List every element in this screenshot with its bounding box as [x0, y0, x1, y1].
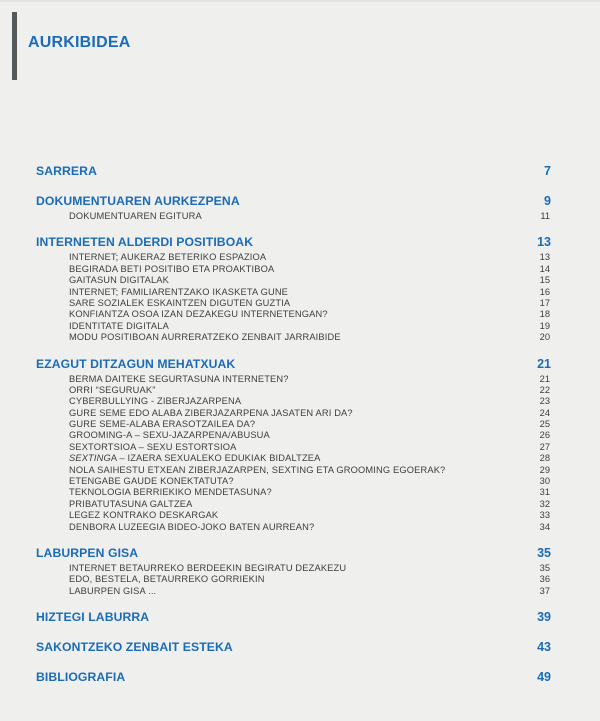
toc-section-entry[interactable]: [36, 235, 551, 252]
toc-subsection-title: [69, 252, 266, 262]
toc-subsection-page-number: 34: [539, 521, 550, 532]
toc-subsection-title: [69, 332, 341, 342]
toc-section: [36, 546, 551, 597]
toc-subsection-page-number: 28: [539, 453, 550, 464]
toc-section-title: EZAGUT DITZAGUN MEHATXUAK: [36, 356, 236, 371]
toc-section-title: SAKONTZEKO ZENBAIT ESTEKA: [36, 640, 233, 655]
toc-section-title: BIBLIOGRAFIA: [36, 670, 126, 685]
toc-subsection-title-text: GROOMING-A – SEXU-JAZARPENA/ABUSUA: [69, 430, 270, 441]
toc-subsection-title-text: KONFIANTZA OSOA IZAN DEZAKEGU INTERNETENGAN?: [69, 309, 328, 320]
toc-section-entry[interactable]: [36, 610, 551, 627]
toc-section-page-number: 9: [544, 194, 551, 208]
toc-section: [36, 194, 551, 222]
toc-subsection-title-text: IDENTITATE DIGITALA: [69, 320, 169, 331]
toc-subsection-entry[interactable]: [36, 374, 551, 385]
toc-subsection-title-text: GURE SEME-ALABA ERASOTZAILEA DA?: [69, 419, 256, 430]
toc-section: [36, 670, 551, 687]
page-top-edge: [0, 0, 600, 2]
toc-subsection-title-text: A – IZAERA SEXUALEKO EDUKIAK BIDALTZEA: [110, 453, 321, 464]
toc-subsection-entry[interactable]: [36, 264, 551, 275]
toc-subsection-entry[interactable]: [36, 453, 551, 464]
toc-subsection-title-text: INTERNET; AUKERAZ BETERIKO ESPAZIOA: [69, 252, 267, 263]
toc-subsection-page-number: 18: [539, 309, 550, 320]
page-title: AURKIBIDEA: [28, 34, 131, 51]
toc-subsection-title: [69, 275, 169, 285]
toc-subsection-title: [69, 287, 288, 297]
toc-subsection-title-text: DOKUMENTUAREN EGITURA: [69, 211, 202, 221]
toc-subsection-page-number: 27: [539, 441, 550, 452]
toc-section: [36, 640, 551, 657]
toc-section-entry[interactable]: [36, 357, 551, 374]
toc-subsection-title-text: LABURPEN GISA ...: [69, 585, 157, 596]
toc-subsection-title: [69, 419, 255, 429]
toc-section-entry[interactable]: [36, 670, 551, 687]
toc-section: [36, 610, 551, 627]
toc-subsection-title-text: LEGEZ KONTRAKO DESKARGAK: [69, 510, 219, 521]
toc-section-title: SARRERA: [36, 164, 97, 178]
toc-subsection-title-text: SARE SOZIALEK ESKAINTZEN DIGUTEN GUZTIA: [69, 297, 291, 308]
toc-subsection-title: [69, 510, 218, 520]
toc-subsection-page-number: 17: [539, 297, 550, 308]
toc-subsection-page-number: 32: [539, 498, 550, 509]
toc-subsection-page-number: 36: [539, 574, 550, 585]
toc-subsection-title: [69, 476, 234, 486]
toc-subsection-title: [69, 522, 314, 532]
toc-section: [36, 357, 551, 533]
toc-subsection-title: [69, 298, 290, 308]
toc-subsection-title: [69, 408, 353, 418]
toc-section-page-number: 7: [544, 164, 551, 178]
toc-section-title: LABURPEN GISA: [36, 545, 139, 560]
toc-subsection-title: [69, 374, 289, 384]
toc-subsection-title-text: PRIBATUTASUNA GALTZEA: [69, 498, 193, 509]
toc-subsection-title: [69, 574, 265, 584]
toc-subsection-page-number: 31: [539, 487, 550, 498]
table-of-contents: [36, 164, 551, 700]
toc-subsection-entry[interactable]: [36, 332, 551, 343]
toc-section-page-number: 13: [537, 235, 551, 250]
toc-subsection-page-number: 33: [539, 510, 550, 521]
toc-subsection-page-number: 11: [540, 211, 550, 221]
toc-subsection-page-number: 20: [539, 332, 550, 343]
toc-subsection-title: [69, 586, 156, 596]
toc-section-entry[interactable]: [36, 546, 551, 563]
toc-subsection-entry[interactable]: [36, 430, 551, 441]
toc-subsection-title-text: ORRI “SEGURUAK”: [69, 384, 156, 395]
toc-subsection-entry[interactable]: [36, 385, 551, 396]
toc-section-entry[interactable]: [36, 164, 551, 181]
toc-subsection-entry[interactable]: [36, 487, 551, 498]
toc-subsection-page-number: 19: [539, 320, 550, 331]
toc-subsection-entry[interactable]: [36, 211, 551, 222]
toc-subsection-title: [69, 385, 155, 395]
title-accent-bar: [12, 12, 17, 80]
toc-subsection-page-number: 21: [539, 373, 550, 384]
toc-subsection-title: [69, 487, 272, 497]
toc-subsection-title-text: NOLA SAIHESTU ETXEAN ZIBERJAZARPEN, SEXTING ETA GROOMING EGOERAK?: [69, 464, 446, 475]
toc-subsection-title: [69, 211, 202, 221]
toc-subsection-page-number: 29: [539, 464, 550, 475]
toc-subsection-title-text: DENBORA LUZEEGIA BIDEO-JOKO BATEN AURREAN?: [69, 521, 315, 532]
toc-section-page-number: 35: [537, 545, 551, 560]
toc-section-entry[interactable]: [36, 194, 551, 211]
toc-subsection-entry[interactable]: [36, 465, 551, 476]
toc-subsection-entry[interactable]: [36, 287, 551, 298]
toc-subsection-entry[interactable]: [36, 510, 551, 521]
toc-subsection-title: [69, 264, 274, 274]
toc-subsection-entry[interactable]: [36, 321, 551, 332]
toc-subsection-page-number: 24: [539, 407, 550, 418]
toc-subsection-title-text: MODU POSITIBOAN AURRERATZEKO ZENBAIT JARRAIBIDE: [69, 332, 341, 343]
toc-subsection-page-number: 16: [539, 286, 550, 297]
toc-subsection-page-number: 22: [539, 384, 550, 395]
toc-subsection-page-number: 37: [539, 585, 550, 596]
toc-subsection-entry[interactable]: [36, 442, 551, 453]
toc-section-title: INTERNETEN ALDERDI POSITIBOAK: [36, 235, 254, 250]
toc-subsection-entry[interactable]: [36, 408, 551, 419]
toc-subsection-entry[interactable]: [36, 298, 551, 309]
toc-subsection-page-number: 23: [539, 396, 550, 407]
toc-subsection-entry[interactable]: [36, 476, 551, 487]
toc-section: [36, 164, 551, 181]
toc-subsection-entry[interactable]: [36, 574, 551, 585]
toc-subsection-title: [69, 453, 321, 463]
toc-subsection-entry[interactable]: [36, 396, 551, 407]
toc-subsection-title-text: ETENGABE GAUDE KONEKTATUTA?: [69, 476, 234, 487]
toc-subsection-title: [69, 563, 346, 573]
toc-section-page-number: 39: [537, 610, 551, 625]
toc-subsection-entry[interactable]: [36, 309, 551, 320]
toc-section: [36, 235, 551, 343]
toc-subsection-title: [69, 465, 445, 475]
toc-section-page-number: 21: [537, 356, 551, 371]
toc-subsection-title: [69, 321, 169, 331]
toc-subsection-title-text: SEXTORTSIOA – SEXU ESTORTSIOA: [69, 441, 237, 452]
toc-subsection-entry[interactable]: [36, 275, 551, 286]
toc-subsection-title-text: GAITASUN DIGITALAK: [69, 275, 169, 286]
toc-section-page-number: 43: [537, 640, 551, 655]
toc-subsection-page-number: 35: [539, 562, 550, 573]
toc-subsection-entry[interactable]: [36, 419, 551, 430]
toc-subsection-entry[interactable]: [36, 563, 551, 574]
toc-subsection-entry[interactable]: [36, 522, 551, 533]
toc-subsection-title: [69, 442, 236, 452]
toc-subsection-title-text: TEKNOLOGIA BERRIEKIKO MENDETASUNA?: [69, 487, 272, 498]
toc-subsection-title: [69, 309, 328, 319]
toc-subsection-title: [69, 396, 241, 406]
toc-subsection-page-number: 13: [539, 252, 550, 263]
toc-section-page-number: 49: [537, 670, 551, 685]
toc-subsection-page-number: 15: [539, 275, 550, 286]
toc-subsection-entry[interactable]: [36, 252, 551, 263]
toc-subsection-title-text: INTERNET; FAMILIARENTZAKO IKASKETA GUNE: [69, 286, 289, 297]
toc-subsection-title-text: BEGIRADA BETI POSITIBO ETA PROAKTIBOA: [69, 263, 275, 274]
toc-subsection-page-number: 26: [539, 430, 550, 441]
toc-section-entry[interactable]: [36, 640, 551, 657]
toc-subsection-page-number: 25: [539, 419, 550, 430]
toc-subsection-title-italic: SEXTING: [69, 453, 111, 464]
toc-subsection-page-number: 30: [539, 476, 550, 487]
toc-section-title: HIZTEGI LABURRA: [36, 610, 150, 625]
toc-subsection-entry[interactable]: [36, 586, 551, 597]
toc-subsection-title-text: BERMA DAITEKE SEGURTASUNA INTERNETEN?: [69, 373, 289, 384]
toc-subsection-title-text: INTERNET BETAURREKO BERDEEKIN BEGIRATU DEZAKEZU: [69, 562, 347, 573]
toc-subsection-title: [69, 430, 270, 440]
toc-subsection-entry[interactable]: [36, 499, 551, 510]
toc-subsection-title-text: EDO, BESTELA, BETAURREKO GORRIEKIN: [69, 574, 265, 585]
toc-subsection-title-text: GURE SEME EDO ALABA ZIBERJAZARPENA JASATEN ARI DA?: [69, 407, 353, 418]
toc-section-title: DOKUMENTUAREN AURKEZPENA: [36, 194, 240, 208]
toc-subsection-title-text: CYBERBULLYING - ZIBERJAZARPENA: [69, 396, 242, 407]
toc-subsection-title: [69, 499, 193, 509]
toc-subsection-page-number: 14: [539, 263, 550, 274]
